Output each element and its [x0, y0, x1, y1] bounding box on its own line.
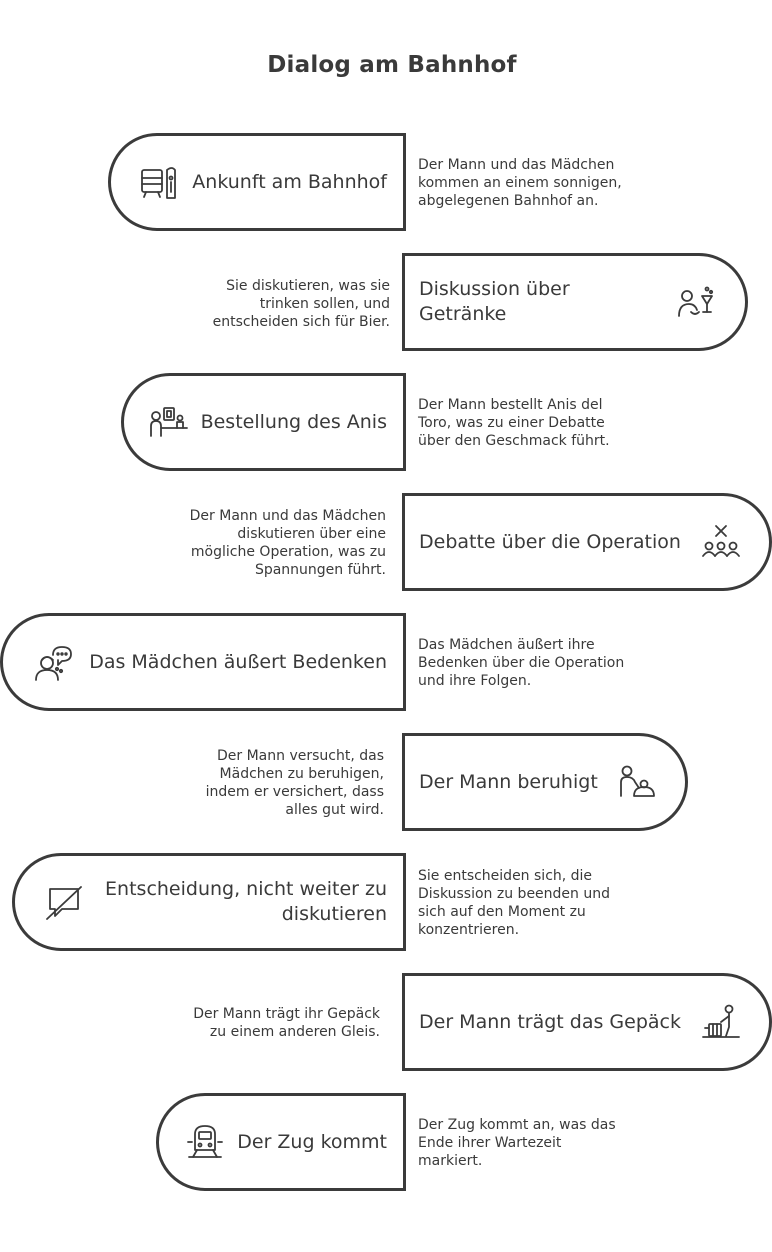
step-zug	[156, 1093, 406, 1191]
page-title: Dialog am Bahnhof	[267, 52, 517, 78]
step-bedenken	[0, 613, 406, 711]
step-operation	[402, 493, 772, 591]
step-label: Der Zug kommt	[237, 1130, 387, 1153]
step-label: Das Mädchen äußert Bedenken	[89, 650, 387, 673]
step-label: Diskussion über Getränke	[419, 278, 570, 325]
step-description: Das Mädchen äußert ihre Bedenken über die Operation und ihre Folgen.	[418, 637, 625, 689]
step-label: Ankunft am Bahnhof	[192, 170, 387, 193]
step-label: Der Mann trägt das Gepäck	[419, 1010, 681, 1033]
step-description: Der Mann bestellt Anis del Toro, was zu einer Debatte über den Geschmack führt.	[418, 397, 610, 449]
step-description: Der Mann und das Mädchen diskutieren über eine mögliche Operation, was zu Spannungen führt.	[189, 508, 386, 578]
step-gepaeck	[402, 973, 772, 1071]
step-description: Sie entscheiden sich, die Diskussion zu beenden und sich auf den Moment zu konzentrieren.	[418, 868, 610, 938]
person-speech-icon	[31, 641, 75, 685]
step-description: Der Mann und das Mädchen kommen an einem sonnigen, abgelegenen Bahnhof an.	[418, 157, 622, 209]
person-carrying-icon	[699, 1000, 743, 1044]
step-description: Der Mann trägt ihr Gepäck zu einem anderen Gleis.	[193, 1006, 380, 1040]
train-arriving-icon	[183, 1120, 227, 1164]
step-label: Der Mann beruhigt	[419, 770, 598, 793]
step-description: Der Zug kommt an, was das Ende ihrer Wartezeit markiert.	[418, 1117, 616, 1169]
comforting-person-icon	[615, 760, 659, 804]
step-description: Sie diskutieren, was sie trinken sollen, und entscheiden sich für Bier.	[212, 278, 390, 330]
step-ankunft	[108, 133, 406, 231]
step-label: Debatte über die Operation	[419, 530, 681, 553]
step-anis	[121, 373, 406, 471]
step-label: Entscheidung, nicht weiter zu diskutieren	[105, 878, 387, 925]
person-drink-icon	[675, 280, 719, 324]
step-label: Bestellung des Anis	[200, 410, 387, 433]
step-beruhigt	[402, 733, 688, 831]
train-station-icon	[138, 160, 182, 204]
step-getraenke	[402, 253, 748, 351]
bar-order-icon	[147, 400, 191, 444]
step-description: Der Mann versucht, das Mädchen zu beruhigen, indem er versichert, dass alles gut wird.	[205, 748, 384, 818]
no-chat-icon	[43, 881, 87, 925]
group-debate-icon	[699, 520, 743, 564]
step-entscheidung	[12, 853, 406, 951]
